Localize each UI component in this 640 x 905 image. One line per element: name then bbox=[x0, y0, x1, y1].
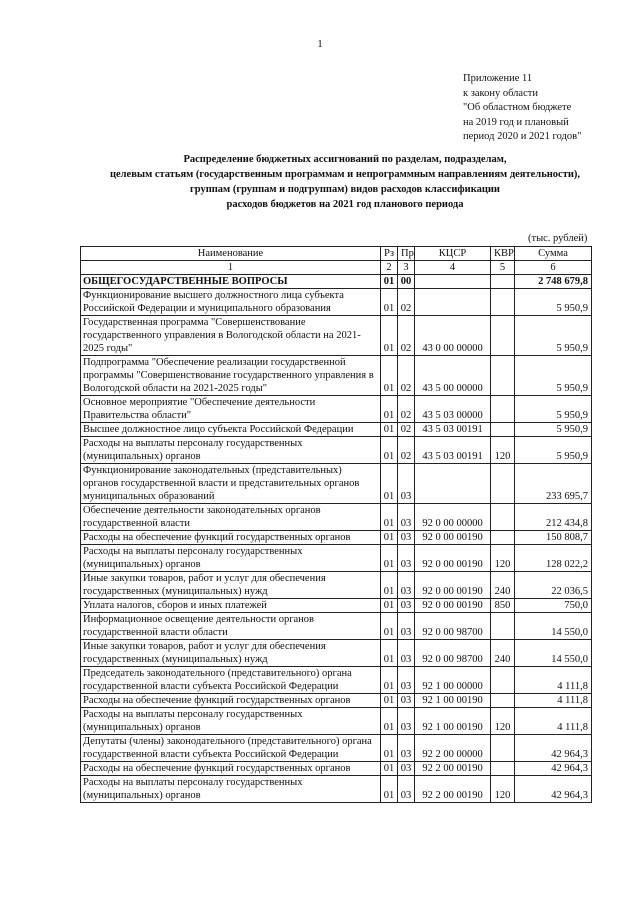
cell-name: Расходы на выплаты персоналу государственных (муниципальных) органов bbox=[81, 437, 381, 464]
cell-kvr bbox=[491, 289, 515, 316]
cell-rz: 01 bbox=[381, 613, 398, 640]
cell-kvr bbox=[491, 464, 515, 504]
cell-rz: 01 bbox=[381, 289, 398, 316]
cell-rz: 01 bbox=[381, 437, 398, 464]
column-number: 2 bbox=[381, 261, 398, 275]
cell-pr: 02 bbox=[398, 289, 415, 316]
cell-kvr: 120 bbox=[491, 545, 515, 572]
table-row bbox=[81, 289, 592, 316]
cell-kvr: 120 bbox=[491, 708, 515, 735]
cell-name: Председатель законодательного (представительного) органа государственной власти субъекта Российской Федерации bbox=[81, 667, 381, 694]
cell-kcsr: 92 0 00 00190 bbox=[415, 545, 491, 572]
cell-pr: 03 bbox=[398, 776, 415, 803]
cell-rz: 01 bbox=[381, 708, 398, 735]
cell-name: Депутаты (члены) законодательного (представительного) органа государственной власти субъекта Российской Федерации bbox=[81, 735, 381, 762]
cell-name: Уплата налогов, сборов и иных платежей bbox=[81, 599, 381, 613]
cell-pr: 03 bbox=[398, 613, 415, 640]
cell-pr: 03 bbox=[398, 640, 415, 667]
cell-pr: 02 bbox=[398, 316, 415, 356]
cell-pr: 02 bbox=[398, 423, 415, 437]
table-row bbox=[81, 531, 592, 545]
cell-sum: 42 964,3 bbox=[515, 735, 592, 762]
cell-rz: 01 bbox=[381, 667, 398, 694]
table-row bbox=[81, 437, 592, 464]
column-number: 3 bbox=[398, 261, 415, 275]
column-number: 4 bbox=[415, 261, 491, 275]
cell-name: Расходы на выплаты персоналу государственных (муниципальных) органов bbox=[81, 545, 381, 572]
cell-rz: 01 bbox=[381, 545, 398, 572]
table-column-numbers-row bbox=[81, 261, 592, 275]
cell-name: Высшее должностное лицо субъекта Российской Федерации bbox=[81, 423, 381, 437]
cell-kvr: 240 bbox=[491, 640, 515, 667]
cell-kvr bbox=[491, 356, 515, 396]
cell-rz: 01 bbox=[381, 423, 398, 437]
table-row bbox=[81, 275, 592, 289]
cell-rz: 01 bbox=[381, 762, 398, 776]
cell-kcsr bbox=[415, 464, 491, 504]
cell-pr: 03 bbox=[398, 735, 415, 762]
cell-kvr bbox=[491, 504, 515, 531]
cell-pr: 02 bbox=[398, 356, 415, 396]
table-header-row bbox=[81, 247, 592, 261]
cell-rz: 01 bbox=[381, 275, 398, 289]
cell-sum: 5 950,9 bbox=[515, 396, 592, 423]
cell-sum: 4 111,8 bbox=[515, 667, 592, 694]
cell-rz: 01 bbox=[381, 396, 398, 423]
cell-name: Иные закупки товаров, работ и услуг для обеспечения государственных (муниципальных) нужд bbox=[81, 572, 381, 599]
column-number: 5 bbox=[491, 261, 515, 275]
cell-name: Расходы на выплаты персоналу государственных (муниципальных) органов bbox=[81, 776, 381, 803]
cell-kcsr bbox=[415, 289, 491, 316]
cell-name: Расходы на обеспечение функций государственных органов bbox=[81, 694, 381, 708]
cell-kvr bbox=[491, 423, 515, 437]
appendix-line: к закону области bbox=[463, 87, 538, 99]
cell-name: Расходы на обеспечение функций государственных органов bbox=[81, 531, 381, 545]
cell-sum: 22 036,5 bbox=[515, 572, 592, 599]
budget-table bbox=[80, 246, 592, 803]
header-pr: Пр bbox=[398, 247, 415, 261]
cell-sum: 42 964,3 bbox=[515, 776, 592, 803]
header-rz: Рз bbox=[381, 247, 398, 261]
cell-pr: 03 bbox=[398, 464, 415, 504]
cell-name: Расходы на выплаты персоналу государственных (муниципальных) органов bbox=[81, 708, 381, 735]
cell-kcsr: 43 0 00 00000 bbox=[415, 316, 491, 356]
cell-pr: 03 bbox=[398, 694, 415, 708]
table-row bbox=[81, 776, 592, 803]
cell-sum: 5 950,9 bbox=[515, 423, 592, 437]
cell-kcsr: 43 5 00 00000 bbox=[415, 356, 491, 396]
page-number: 1 bbox=[317, 38, 323, 50]
cell-rz: 01 bbox=[381, 694, 398, 708]
cell-sum: 5 950,9 bbox=[515, 437, 592, 464]
table-row bbox=[81, 599, 592, 613]
cell-rz: 01 bbox=[381, 504, 398, 531]
table-row bbox=[81, 464, 592, 504]
table-row bbox=[81, 735, 592, 762]
cell-kvr bbox=[491, 667, 515, 694]
cell-pr: 03 bbox=[398, 572, 415, 599]
header-name: Наименование bbox=[81, 247, 381, 261]
table-row bbox=[81, 396, 592, 423]
table-row bbox=[81, 667, 592, 694]
cell-sum: 4 111,8 bbox=[515, 708, 592, 735]
cell-pr: 03 bbox=[398, 531, 415, 545]
cell-rz: 01 bbox=[381, 735, 398, 762]
cell-kcsr: 43 5 03 00191 bbox=[415, 423, 491, 437]
cell-kcsr: 92 0 00 00190 bbox=[415, 572, 491, 599]
appendix-line: на 2019 год и плановый bbox=[463, 116, 569, 128]
cell-kvr bbox=[491, 275, 515, 289]
cell-name: Подпрограмма "Обеспечение реализации государственной программы "Совершенствование государственного управления в Вологодской области на 2021-2025 годы" bbox=[81, 356, 381, 396]
cell-rz: 01 bbox=[381, 776, 398, 803]
table-row bbox=[81, 762, 592, 776]
cell-kcsr: 92 1 00 00190 bbox=[415, 708, 491, 735]
cell-sum: 5 950,9 bbox=[515, 356, 592, 396]
cell-sum: 5 950,9 bbox=[515, 289, 592, 316]
table-row bbox=[81, 613, 592, 640]
cell-sum: 5 950,9 bbox=[515, 316, 592, 356]
unit-label: (тыс. рублей) bbox=[528, 233, 588, 244]
title-line: Распределение бюджетных ассигнований по разделам, подразделам, bbox=[183, 154, 507, 165]
cell-pr: 00 bbox=[398, 275, 415, 289]
cell-kcsr: 43 5 03 00000 bbox=[415, 396, 491, 423]
cell-sum: 2 748 679,8 bbox=[515, 275, 592, 289]
cell-kcsr: 92 2 00 00190 bbox=[415, 776, 491, 803]
cell-sum: 150 808,7 bbox=[515, 531, 592, 545]
cell-kcsr: 92 0 00 00190 bbox=[415, 599, 491, 613]
cell-name: Основное мероприятие "Обеспечение деятельности Правительства области" bbox=[81, 396, 381, 423]
cell-rz: 01 bbox=[381, 531, 398, 545]
table-row bbox=[81, 356, 592, 396]
cell-sum: 4 111,8 bbox=[515, 694, 592, 708]
table-row bbox=[81, 572, 592, 599]
cell-kvr bbox=[491, 316, 515, 356]
cell-kcsr bbox=[415, 275, 491, 289]
cell-pr: 02 bbox=[398, 437, 415, 464]
cell-pr: 03 bbox=[398, 708, 415, 735]
cell-name: Расходы на обеспечение функций государственных органов bbox=[81, 762, 381, 776]
cell-name: Функционирование законодательных (представительных) органов государственной власти и представительных органов муниципальных образований bbox=[81, 464, 381, 504]
table-row bbox=[81, 423, 592, 437]
cell-pr: 02 bbox=[398, 396, 415, 423]
table-row bbox=[81, 316, 592, 356]
appendix-note bbox=[463, 72, 581, 145]
cell-kvr bbox=[491, 694, 515, 708]
cell-kvr: 120 bbox=[491, 776, 515, 803]
title-line: целевым статьям (государственным программам и непрограммным направлениям деятельности), bbox=[109, 169, 581, 180]
cell-kcsr: 92 0 00 00190 bbox=[415, 531, 491, 545]
cell-rz: 01 bbox=[381, 640, 398, 667]
cell-pr: 03 bbox=[398, 762, 415, 776]
table-row bbox=[81, 694, 592, 708]
cell-sum: 750,0 bbox=[515, 599, 592, 613]
title-line: группам (группам и подгруппам) видов расходов классификации bbox=[189, 184, 500, 195]
cell-kvr bbox=[491, 396, 515, 423]
cell-kvr bbox=[491, 762, 515, 776]
cell-kcsr: 43 5 03 00191 bbox=[415, 437, 491, 464]
cell-kcsr: 92 0 00 00000 bbox=[415, 504, 491, 531]
cell-kcsr: 92 0 00 98700 bbox=[415, 613, 491, 640]
header-sum: Сумма bbox=[515, 247, 592, 261]
cell-name: Иные закупки товаров, работ и услуг для обеспечения государственных (муниципальных) нужд bbox=[81, 640, 381, 667]
header-kvr: КВР bbox=[491, 247, 515, 261]
cell-rz: 01 bbox=[381, 599, 398, 613]
column-number: 6 bbox=[515, 261, 592, 275]
table-row bbox=[81, 708, 592, 735]
cell-rz: 01 bbox=[381, 316, 398, 356]
table-row bbox=[81, 640, 592, 667]
title-line: расходов бюджетов на 2021 год планового периода bbox=[226, 199, 464, 210]
table-row bbox=[81, 504, 592, 531]
cell-kcsr: 92 1 00 00190 bbox=[415, 694, 491, 708]
cell-kcsr: 92 2 00 00000 bbox=[415, 735, 491, 762]
column-number: 1 bbox=[81, 261, 381, 275]
document-title bbox=[60, 152, 630, 212]
cell-sum: 14 550,0 bbox=[515, 640, 592, 667]
header-kcsr: КЦСР bbox=[415, 247, 491, 261]
cell-kvr: 240 bbox=[491, 572, 515, 599]
appendix-line: период 2020 и 2021 годов" bbox=[463, 131, 582, 142]
cell-rz: 01 bbox=[381, 464, 398, 504]
cell-kcsr: 92 1 00 00000 bbox=[415, 667, 491, 694]
cell-pr: 03 bbox=[398, 504, 415, 531]
cell-kcsr: 92 0 00 98700 bbox=[415, 640, 491, 667]
cell-pr: 03 bbox=[398, 599, 415, 613]
cell-name: Обеспечение деятельности законодательных органов государственной власти bbox=[81, 504, 381, 531]
cell-sum: 14 550,0 bbox=[515, 613, 592, 640]
cell-kvr bbox=[491, 735, 515, 762]
cell-pr: 03 bbox=[398, 545, 415, 572]
cell-name: Информационное освещение деятельности органов государственной власти области bbox=[81, 613, 381, 640]
appendix-line: "Об областном бюджете bbox=[463, 102, 572, 113]
cell-kvr bbox=[491, 531, 515, 545]
cell-name: Государственная программа "Совершенствование государственного управления в Вологодской области на 2021-2025 годы" bbox=[81, 316, 381, 356]
cell-rz: 01 bbox=[381, 356, 398, 396]
cell-sum: 233 695,7 bbox=[515, 464, 592, 504]
cell-name: ОБЩЕГОСУДАРСТВЕННЫЕ ВОПРОСЫ bbox=[81, 275, 381, 289]
cell-rz: 01 bbox=[381, 572, 398, 599]
table-row bbox=[81, 545, 592, 572]
cell-kvr bbox=[491, 613, 515, 640]
appendix-line: Приложение 11 bbox=[463, 73, 533, 84]
cell-name: Функционирование высшего должностного лица субъекта Российской Федерации и муниципального образования bbox=[81, 289, 381, 316]
cell-kvr: 850 bbox=[491, 599, 515, 613]
cell-pr: 03 bbox=[398, 667, 415, 694]
cell-kvr: 120 bbox=[491, 437, 515, 464]
cell-sum: 42 964,3 bbox=[515, 762, 592, 776]
cell-sum: 212 434,8 bbox=[515, 504, 592, 531]
cell-sum: 128 022,2 bbox=[515, 545, 592, 572]
cell-kcsr: 92 2 00 00190 bbox=[415, 762, 491, 776]
